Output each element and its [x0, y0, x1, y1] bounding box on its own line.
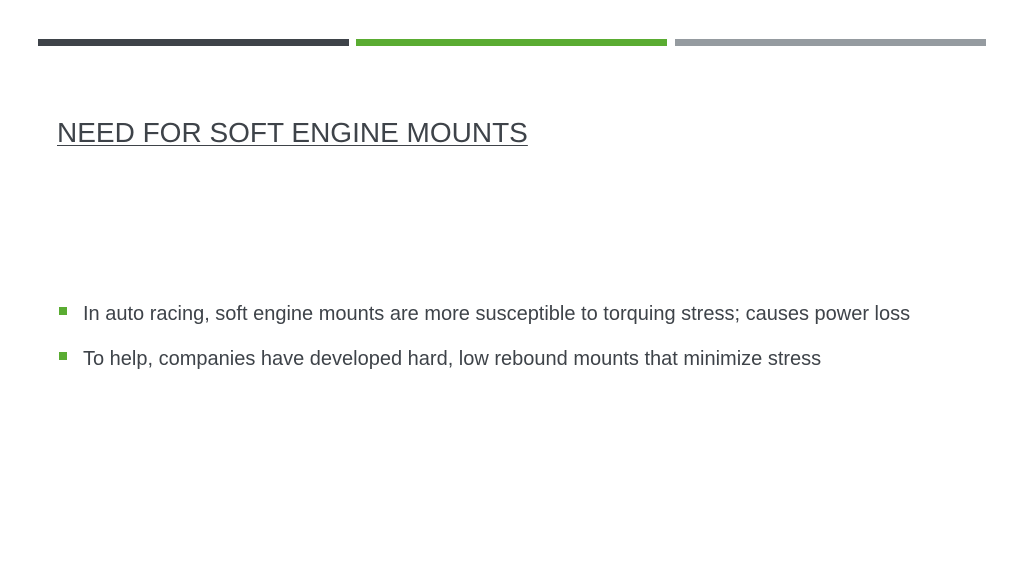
header-bar-dark: [38, 39, 349, 46]
slide-title: NEED FOR SOFT ENGINE MOUNTS: [57, 117, 528, 148]
square-bullet-icon: [59, 352, 67, 360]
bullet-item: [57, 298, 977, 331]
square-bullet-icon: [59, 307, 67, 315]
bullet-text: In auto racing, soft engine mounts are more susceptible to torquing stress; causes power loss: [83, 303, 911, 325]
bullet-text: To help, companies have developed hard, low rebound mounts that minimize stress: [83, 348, 822, 370]
bullet-item: [57, 343, 977, 376]
header-bar-gray: [675, 39, 986, 46]
bullet-list: [57, 298, 977, 388]
header-bar-green: [356, 39, 667, 46]
